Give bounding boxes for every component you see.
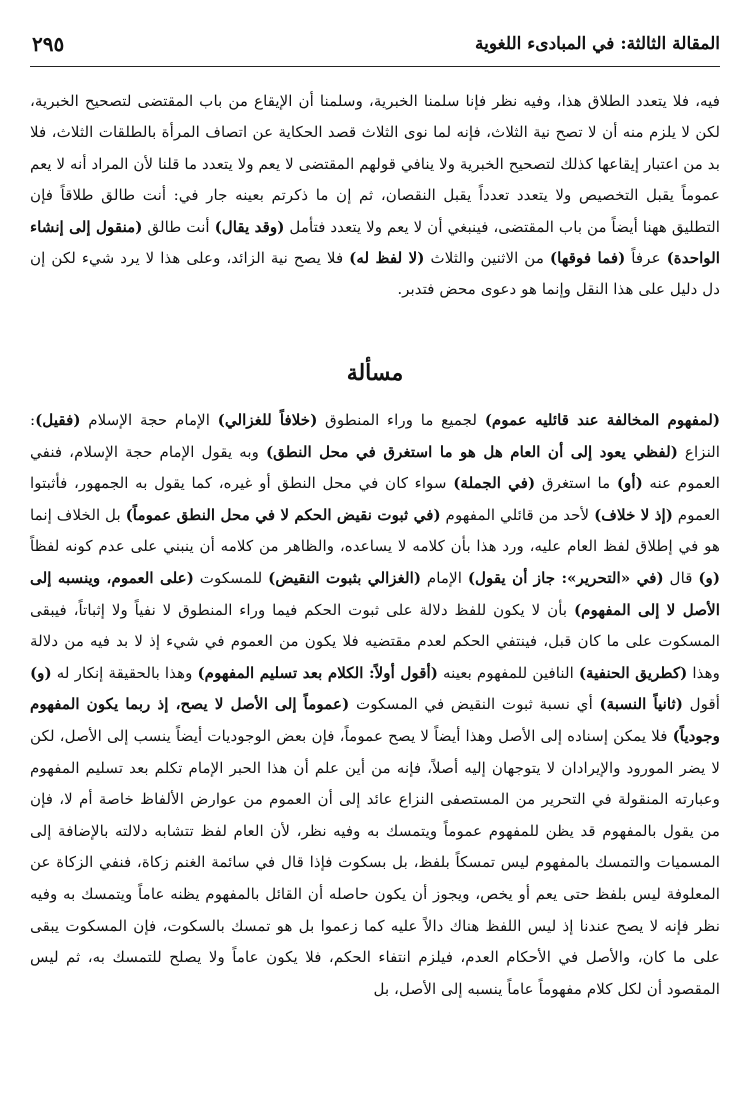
section-title: مسألة <box>346 360 404 386</box>
text-run: لجميع ما وراء المنطوق <box>317 411 485 429</box>
bold-run: (في «التحرير»: جاز أن يقول) <box>467 568 664 587</box>
bold-run: (عموماً إلى الأصل لا يصح، إذ ربما يكون المفهوم وجودياً) <box>30 695 720 745</box>
bold-run: (في ثبوت نقيض الحكم لا في محل النطق عموماً) <box>125 505 441 524</box>
text-run: بل الخلاف إنما هو في إطلاق لفظ العام عليه، ورد هذا بأن كلامه لا يساعده، والظاهر من كلامه أن ينبني على عدم كونه لفظاً <box>30 505 720 556</box>
bold-run: (أقول أولاً: الكلام بعد تسليم المفهوم) <box>197 663 438 682</box>
paragraph-continued <box>30 86 720 306</box>
text-run: من الاثنين والثلاث <box>424 249 550 268</box>
text-run: قال <box>663 568 699 587</box>
bold-run: (لفظي يعود إلى أن العام هل هو ما استغرق في محل النطق) <box>265 442 678 461</box>
bold-run: (ثانياً النسبة) <box>599 695 683 714</box>
header-divider <box>30 66 720 67</box>
text-run: فيه، فلا يتعدد الطلاق هذا، وفيه نظر فإنا سلمنا الخبرية، وسلمنا أن الإيقاع من باب المقتضى لتصحيح الخبرية، لكن لا يلزم منه أن لا تصح نية الثلاث، فإنه لما نوى الثلاث قصد الحكاية عن اتصاف المرأة بالطلقات الثلاث، فلا بد من اعتبار إيقاعها كذلك لتصحيح الخبرية ولا ينافي قولهم المقتضى لا يعم ولا يتعدد ما قلنا لأن المراد أنه لا يعم عموماً يقبل التخصيص ولا يتعدد تعدداً يقبل النقصان، ثم إن ما ذكرتم بعينه جار في: أنت طالق طلاقاً فإن التطليق ههنا أيضاً من باب المقتضى، فينبغي أن لا يعم ولا يتعدد فتأمل <box>30 92 720 236</box>
bold-run: (إذ لا خلاف) <box>594 505 673 524</box>
bold-run: (خلافاً للغزالي) <box>217 411 318 429</box>
running-title: المقالة الثالثة: في المبادىء اللغوية <box>475 34 720 54</box>
text-run: وبه يقول الإمام حجة الإسلام، فنفي العموم عنه <box>30 442 721 493</box>
bold-run: (وقد يقال) <box>214 217 285 236</box>
paragraph-mas-ala <box>30 405 720 1005</box>
bold-run: (فقيل) <box>35 411 81 429</box>
bold-run: (و) <box>698 568 721 587</box>
text-run: : النزاع <box>30 411 720 461</box>
bold-run: (على العموم، وينسبه إلى الأصل لا إلى المفهوم) <box>30 568 721 619</box>
bold-run: (لا لفظ له) <box>349 249 425 268</box>
text-run: فلا يصح نية الزائد، وعلى هذا لا يرد شيء لكن إن دل دليل على هذا النقل وإنما هو دعوى محض فتدبر. <box>30 249 720 299</box>
text-run: الإمام <box>421 568 468 587</box>
bold-run: (في الجملة) <box>453 474 536 493</box>
text-run: أنت طالق <box>142 217 215 236</box>
text-run: سواء كان في محل النطق أو غيره، كما يقول به الجمهور، فأثبتوا العموم <box>30 474 720 524</box>
bold-run: (أو) <box>616 474 643 493</box>
bold-run: (كطريق الحنفية) <box>578 663 688 682</box>
text-run: لأحد من قائلي المفهوم <box>440 505 595 524</box>
text-run: فلا يمكن إسناده إلى الأصل وهذا أيضاً لا يصح عموماً، فإن بعض الوجوديات أيضاً ينسب إلى الأصل، لكن لا يضر المورود والإيرادان لا يتوجهان إليه أصلاً، فإنه من أين علم أن هذا الحبر الإمام تكلم بعد تسليم المفهوم وعبارته المنقولة في التحرير من المستصفى النزاع عائد إلى أن العموم من عوارض الألفاظ خاصة أم لا، فإن من يقول بالمفهوم قد يظن للمفهوم عموماً ويتمسك به وفيه نظر، لأن العام لفظ تتشابه دلالته بالإضافة إلى المسميات والتمسك بالمفهوم ليس تمسكاً بلفظ، بل بسكوت فإذا قال في سائمة الغنم زكاة، فنفي الزكاة عن المعلوفة ليس بلفظ حتى يعم أو يخص، ويجوز أن يكون حاصله أن القائل بالمفهوم يظنه عاماً ويتمسك به وفيه نظر فإنه لا يصح عندنا إذ ليس اللفظ هناك دالاً عليه كما زعموا بل هو تمسك بالسكوت، فإن المسكوت يبقى على ما كان، والأصل في الأحكام العدم، فيلزم انتفاء الحكم، فلا يكون عاماً ولا يصلح للتمسك به، ثم ليس المقصود أن لكل كلام مفهوماً عاماً ينسبه إلى الأصل، بل <box>30 726 720 998</box>
bold-run: (فما فوقها) <box>549 249 626 268</box>
page-number: ٢٩٥ <box>32 32 65 56</box>
text-run: بأن لا يكون للفظ دلالة على ثبوت الحكم فيما وراء المنطوق لا نفياً ولا إثباتاً، فيبقى المسكوت على ما كان قبل، فينتفي الحكم لعدم مقتضيه فلا يكون من العموم في شيء إذ لا بد فيه من دلالة وهذا <box>30 600 720 682</box>
text-run: عرفاً <box>625 249 667 268</box>
text-run: ما استغرق <box>535 474 617 493</box>
text-run: أي نسبة ثبوت النقيض في المسكوت <box>349 695 600 714</box>
paragraph-text <box>30 86 720 306</box>
bold-run: (و) <box>30 663 52 682</box>
text-run: للمسكوت <box>193 568 269 587</box>
text-run: الإمام حجة الإسلام <box>80 411 218 429</box>
bold-run: (لمفهوم المخالفة عند قائليه عموم) <box>484 411 721 429</box>
paragraph-text <box>30 405 720 1005</box>
text-run: النافين للمفهوم بعينه <box>437 663 579 682</box>
text-run: وهذا بالحقيقة إنكار له <box>51 663 198 682</box>
bold-run: (الغزالي بثبوت النقيض) <box>268 568 422 587</box>
bold-run: (منقول إلى إنشاء الواحدة) <box>30 217 720 268</box>
text-run: أقول <box>682 695 720 714</box>
page-header <box>30 30 720 64</box>
